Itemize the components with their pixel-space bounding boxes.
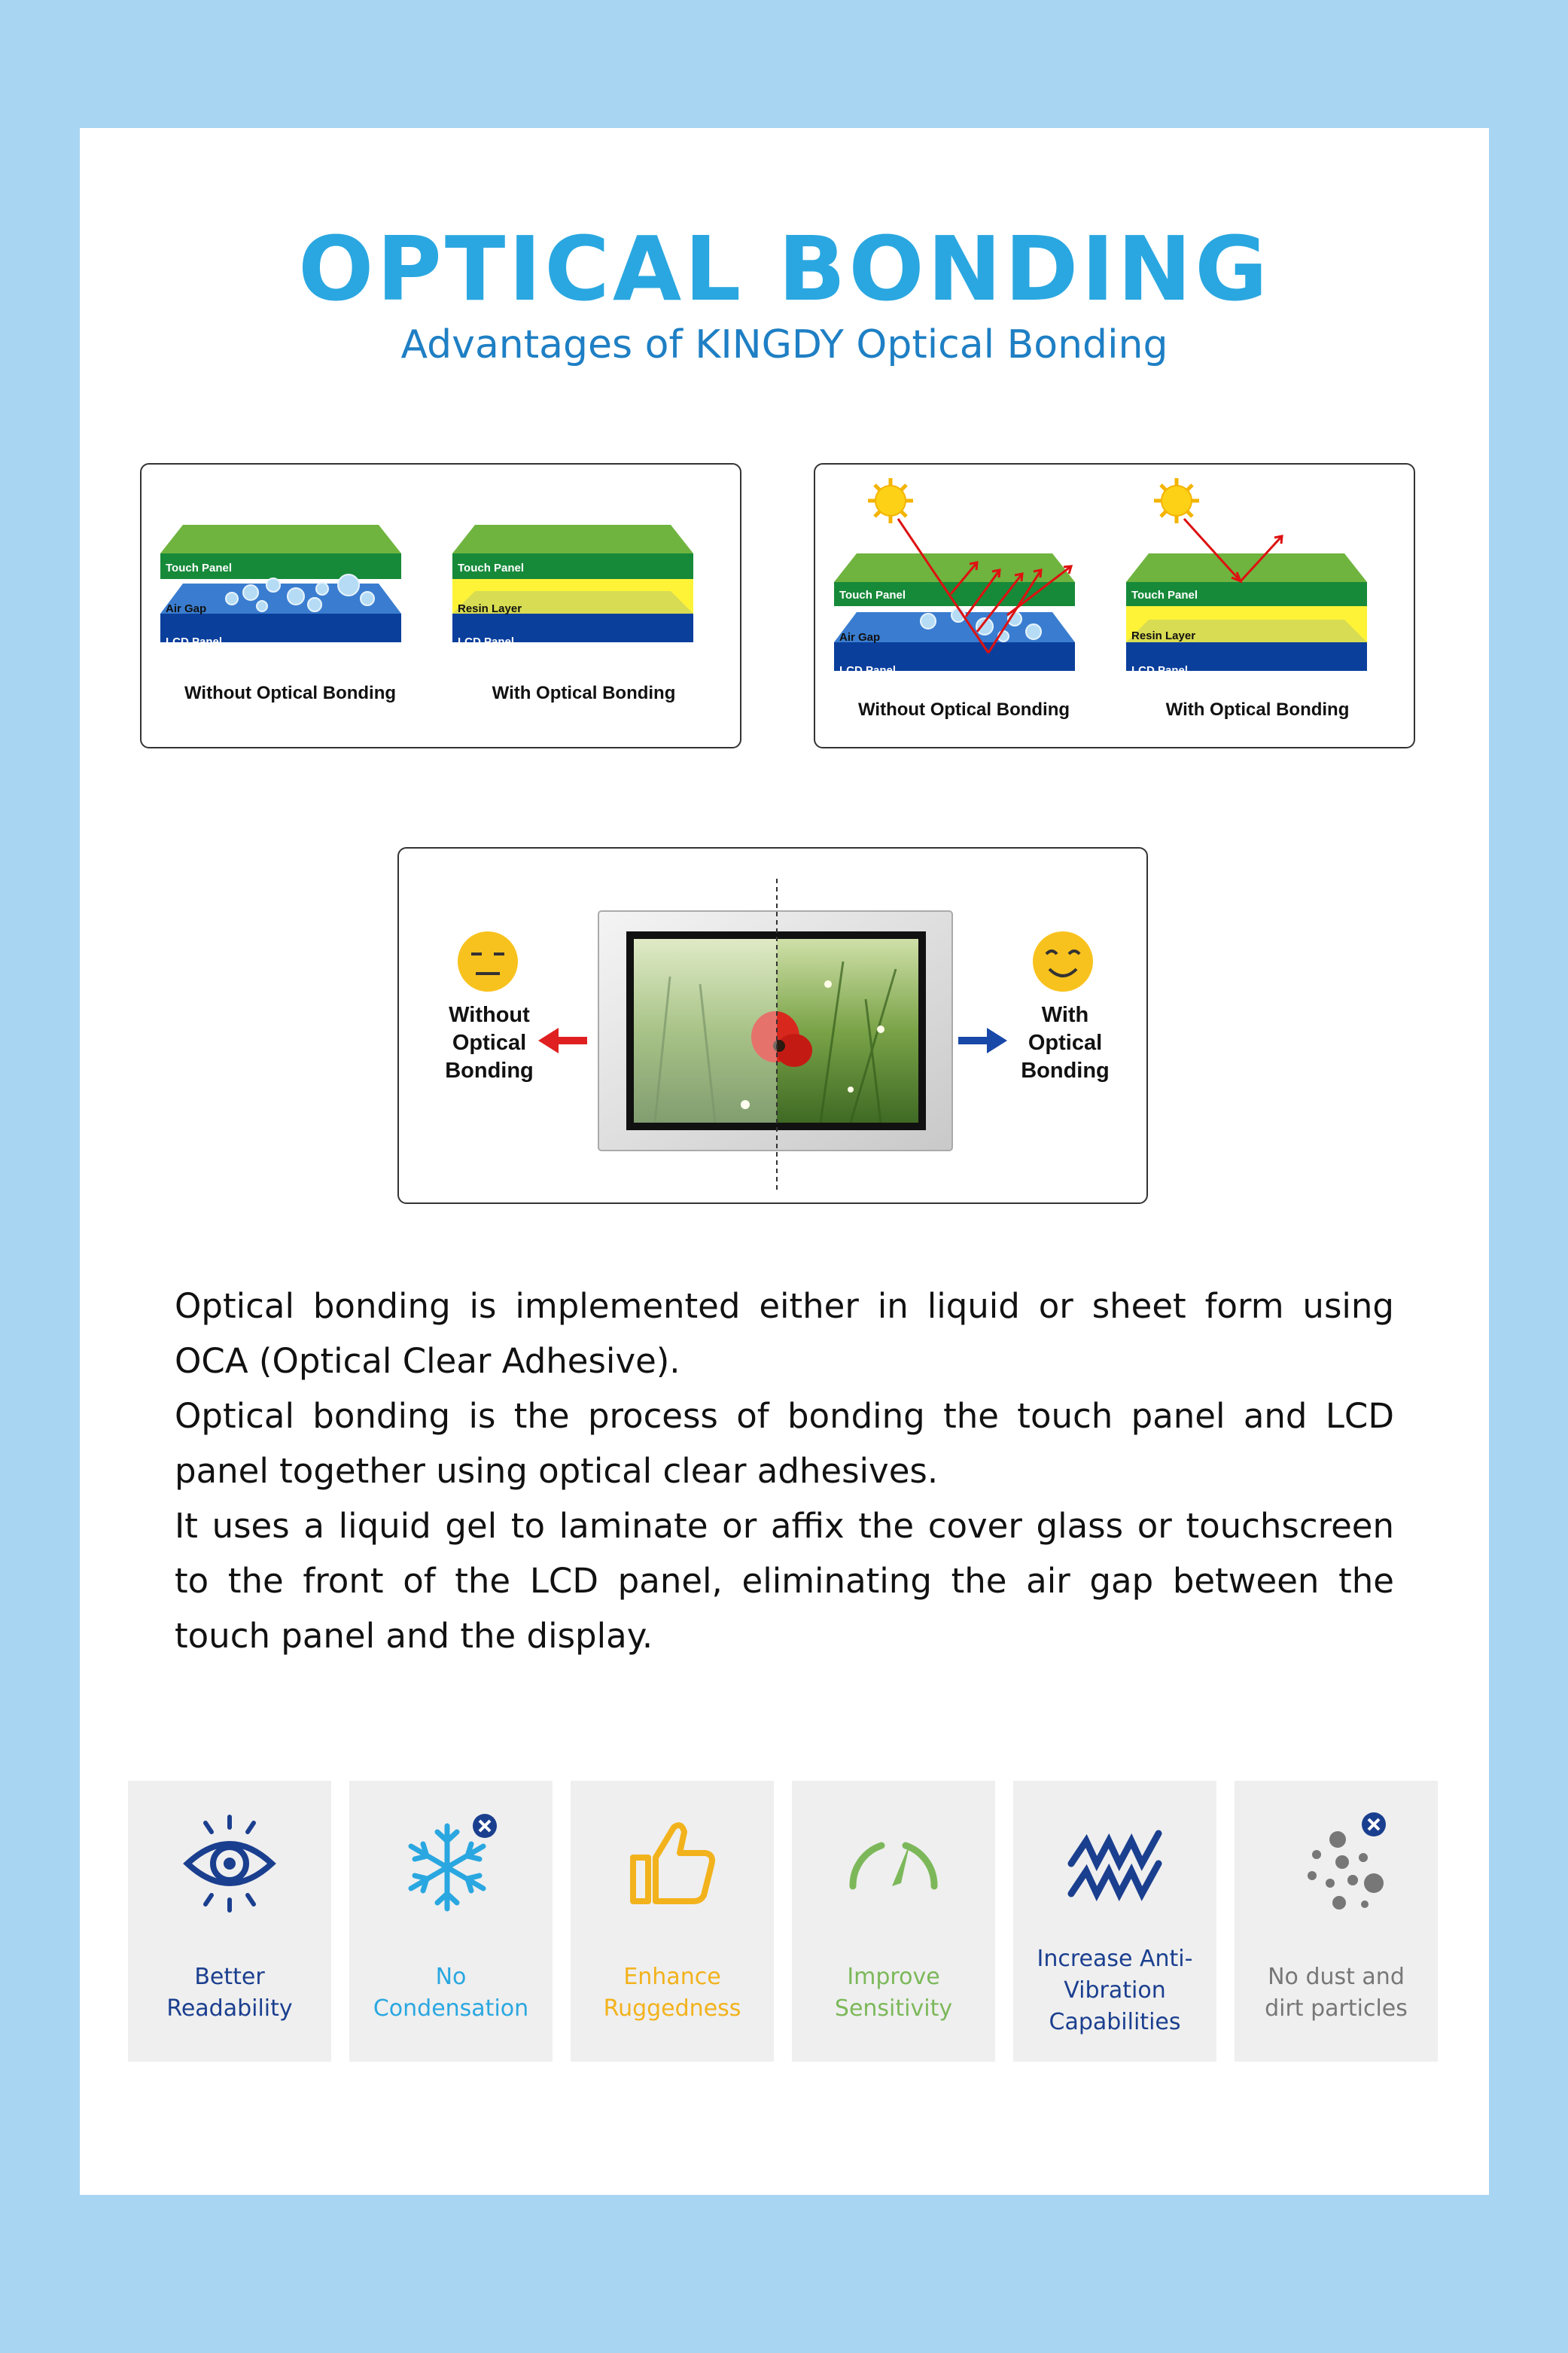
without-label: Without Optical Bonding <box>445 1003 534 1083</box>
eye-icon <box>177 1811 282 1916</box>
layer-diagram <box>142 465 740 747</box>
reflection-diagram-panel <box>814 463 1415 748</box>
description-text <box>175 1279 1394 1663</box>
page-title: OPTICAL BONDING <box>298 217 1271 321</box>
lcd-panel-label: LCD Panel <box>166 635 223 648</box>
sun-icon <box>868 478 913 523</box>
snowflake-icon <box>398 1811 504 1916</box>
touch-panel-layer <box>452 525 693 553</box>
air-gap-label: Air Gap <box>166 602 207 615</box>
neutral-face-icon <box>458 931 518 992</box>
lcd-panel-label: LCD Panel <box>1131 664 1189 677</box>
feature-enhance-ruggedness <box>571 1781 774 2062</box>
description-paragraph: It uses a liquid gel to laminate or affix the cover glass or touchscreen to the front of the LCD panel, eliminating the air gap between the touch panel and the display. <box>175 1506 1394 1656</box>
feature-no-dust <box>1235 1781 1438 2062</box>
smiling-face-icon <box>1033 931 1093 992</box>
touch-panel-label: Touch Panel <box>839 589 906 602</box>
touch-panel-label: Touch Panel <box>458 562 525 575</box>
touch-panel-layer <box>1126 553 1367 582</box>
resin-layer-label: Resin Layer <box>1131 629 1196 642</box>
feature-label: Enhance Ruggedness <box>603 1964 741 2022</box>
content-card <box>80 128 1489 2195</box>
blue-arrow-icon <box>958 1028 1007 1053</box>
thumbs-up-icon <box>620 1811 725 1916</box>
layer-diagram-panel <box>140 463 741 748</box>
display-comparison-panel <box>397 847 1148 1204</box>
feature-label: Better Readability <box>166 1964 293 2022</box>
without-caption: Without Optical Bonding <box>184 683 397 703</box>
description-paragraph: Optical bonding is implemented either in liquid or sheet form using OCA (Optical Clear Adhesive). <box>175 1286 1394 1381</box>
touch-panel-label: Touch Panel <box>166 562 233 575</box>
feature-label: No Condensation <box>373 1964 529 2022</box>
dust-icon <box>1283 1811 1389 1916</box>
with-label: With Optical Bonding <box>1021 1003 1110 1083</box>
feature-improve-sensitivity <box>792 1781 995 2062</box>
vibration-icon <box>1062 1811 1168 1916</box>
with-caption: With Optical Bonding <box>492 683 676 703</box>
gauge-icon <box>841 1811 946 1916</box>
feature-label: Improve Sensitivity <box>834 1964 953 2022</box>
touch-panel-layer <box>160 525 401 553</box>
feature-anti-vibration <box>1013 1781 1216 2062</box>
with-caption: With Optical Bonding <box>1165 699 1350 720</box>
touch-panel-layer <box>834 553 1075 582</box>
without-caption: Without Optical Bonding <box>857 699 1070 720</box>
glare-overlay <box>634 939 777 1123</box>
feature-no-condensation <box>349 1781 553 2062</box>
page-subtitle: Advantages of KINGDY Optical Bonding <box>400 322 1168 367</box>
description-paragraph: Optical bonding is the process of bonding the touch panel and LCD panel together using optical clear adhesives. <box>175 1396 1394 1491</box>
feature-label: No dust and dirt particles <box>1265 1964 1408 2022</box>
sun-icon <box>1154 478 1199 523</box>
lcd-panel-label: LCD Panel <box>458 635 515 648</box>
feature-better-readability <box>128 1781 331 2062</box>
air-gap-label: Air Gap <box>839 631 881 644</box>
lcd-panel-label: LCD Panel <box>839 664 897 677</box>
touch-panel-label: Touch Panel <box>1131 589 1198 602</box>
resin-layer-label: Resin Layer <box>458 602 522 615</box>
feature-label: Increase Anti- Vibration Capabilities <box>1037 1946 1193 2035</box>
